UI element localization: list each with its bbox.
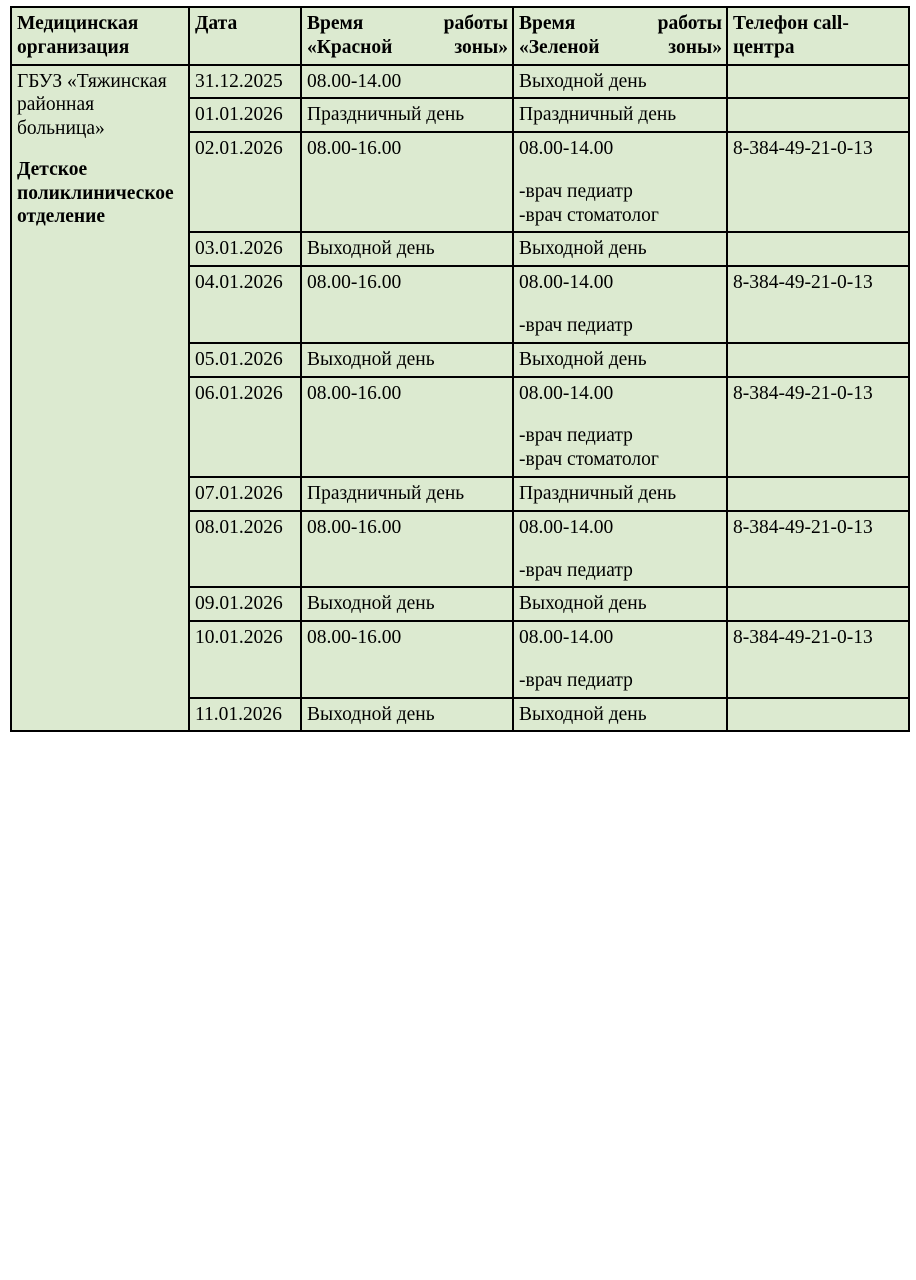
date-cell: 06.01.2026 xyxy=(189,377,301,477)
phone-cell xyxy=(727,343,909,377)
green-zone-cell: 08.00-14.00 -врач педиатр -врач стоматолог xyxy=(513,377,727,477)
phone-cell xyxy=(727,232,909,266)
date-cell: 05.01.2026 xyxy=(189,343,301,377)
spacer xyxy=(519,540,722,559)
table-header xyxy=(11,7,909,65)
column-header-date xyxy=(189,7,301,65)
phone-cell xyxy=(727,65,909,99)
red-zone-cell: 08.00-14.00 xyxy=(301,65,513,99)
organization-cell xyxy=(11,65,189,732)
column-header-green-zone-line2: «Зеленой зоны» xyxy=(519,36,722,58)
green-zone-cell: Выходной день xyxy=(513,587,727,621)
spacer xyxy=(519,650,722,669)
date-cell: 01.01.2026 xyxy=(189,98,301,132)
schedule-table xyxy=(10,6,910,732)
red-zone-cell: 08.00-16.00 xyxy=(301,377,513,477)
phone-cell: 8-384-49-21-0-13 xyxy=(727,266,909,343)
spacer xyxy=(519,161,722,180)
column-header-organization xyxy=(11,7,189,65)
red-zone-cell: Выходной день xyxy=(301,343,513,377)
column-header-phone-line2: call-центра xyxy=(733,13,849,58)
date-cell: 09.01.2026 xyxy=(189,587,301,621)
green-zone-cell: Выходной день xyxy=(513,232,727,266)
column-header-green-zone xyxy=(513,7,727,65)
green-zone-cell: Выходной день xyxy=(513,343,727,377)
phone-cell xyxy=(727,587,909,621)
red-zone-cell: Выходной день xyxy=(301,698,513,732)
red-zone-cell: 08.00-16.00 xyxy=(301,621,513,698)
phone-cell: 8-384-49-21-0-13 xyxy=(727,132,909,232)
red-zone-cell: Выходной день xyxy=(301,232,513,266)
table-body xyxy=(11,65,909,732)
red-zone-cell: 08.00-16.00 xyxy=(301,511,513,588)
red-zone-cell: 08.00-16.00 xyxy=(301,266,513,343)
table-row xyxy=(11,65,909,99)
red-zone-cell: Выходной день xyxy=(301,587,513,621)
phone-cell: 8-384-49-21-0-13 xyxy=(727,511,909,588)
table-header-row xyxy=(11,7,909,65)
green-zone-cell: 08.00-14.00 -врач педиатр -врач стоматолог xyxy=(513,132,727,232)
column-header-red-zone-line1: Время работы xyxy=(307,13,508,34)
date-cell: 03.01.2026 xyxy=(189,232,301,266)
date-cell: 04.01.2026 xyxy=(189,266,301,343)
phone-cell: 8-384-49-21-0-13 xyxy=(727,377,909,477)
green-zone-cell: Праздничный день xyxy=(513,477,727,511)
column-header-red-zone xyxy=(301,7,513,65)
date-cell: 02.01.2026 xyxy=(189,132,301,232)
phone-cell xyxy=(727,477,909,511)
green-zone-cell: 08.00-14.00 -врач педиатр xyxy=(513,266,727,343)
organization-department: Детское поликлиническое отделение xyxy=(17,158,174,228)
date-cell: 07.01.2026 xyxy=(189,477,301,511)
column-header-red-zone-line2: «Красной зоны» xyxy=(307,36,508,58)
phone-cell xyxy=(727,98,909,132)
green-zone-cell: 08.00-14.00 -врач педиатр xyxy=(513,511,727,588)
phone-cell xyxy=(727,698,909,732)
column-header-organization-text: Медицинская организация xyxy=(17,13,139,58)
column-header-date-text: Дата xyxy=(195,13,238,34)
date-cell: 10.01.2026 xyxy=(189,621,301,698)
red-zone-cell: Праздничный день xyxy=(301,477,513,511)
column-header-green-zone-line1: Время работы xyxy=(519,13,722,34)
red-zone-cell: 08.00-16.00 xyxy=(301,132,513,232)
green-zone-cell: 08.00-14.00 -врач педиатр xyxy=(513,621,727,698)
column-header-phone xyxy=(727,7,909,65)
red-zone-cell: Праздничный день xyxy=(301,98,513,132)
organization-name: ГБУЗ «Тяжинская районная больница» xyxy=(17,70,167,140)
column-header-phone-line1: Телефон xyxy=(733,13,809,34)
date-cell: 08.01.2026 xyxy=(189,511,301,588)
date-cell: 11.01.2026 xyxy=(189,698,301,732)
phone-cell: 8-384-49-21-0-13 xyxy=(727,621,909,698)
green-zone-cell: Праздничный день xyxy=(513,98,727,132)
spacer xyxy=(519,295,722,314)
spacer xyxy=(519,405,722,424)
date-cell: 31.12.2025 xyxy=(189,65,301,99)
green-zone-cell: Выходной день xyxy=(513,65,727,99)
green-zone-cell: Выходной день xyxy=(513,698,727,732)
